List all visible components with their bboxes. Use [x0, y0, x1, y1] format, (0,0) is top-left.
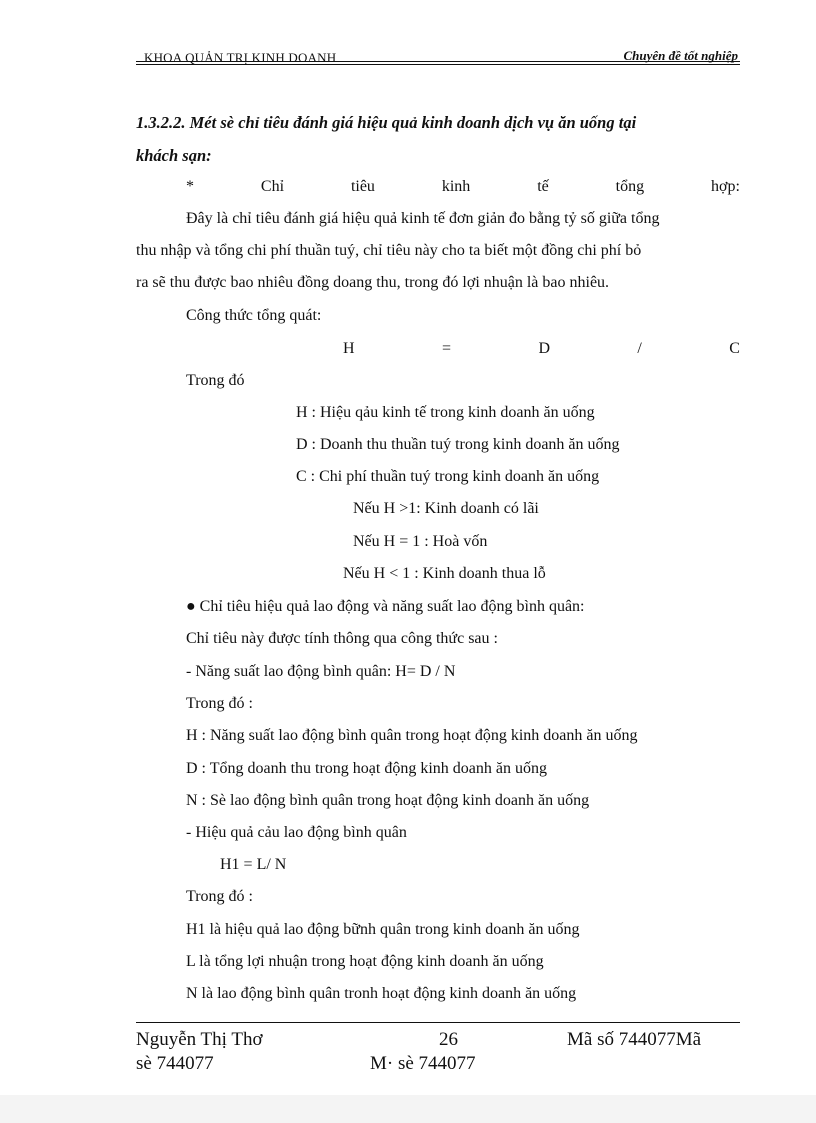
where-label: Trong đó — [186, 372, 245, 389]
header-rule-thin — [136, 64, 740, 65]
section-heading-line1: 1.3.2.2. Mét sè chỉ tiêu đánh giá hiệu quả kinh doanh dịch vụ ăn uống tại — [136, 113, 637, 132]
case-profit: Nếu H >1: Kinh doanh có lãi — [353, 500, 539, 517]
footer-author-code: sè 744077 — [136, 1053, 214, 1074]
labor-def-n2: N là lao động bình quân tronh hoạt động kinh doanh ăn uống — [186, 985, 577, 1002]
header-doc-type: Chuyên đề tốt nghiệp — [623, 48, 738, 63]
labor-item-efficiency: - Hiệu quả cảu lao động bình quân — [186, 824, 407, 841]
formula-label: Công thức tổng quát: — [186, 307, 322, 324]
footer-code-center: M· sè 744077 — [370, 1053, 476, 1074]
bullet-word: tiêu — [350, 178, 375, 195]
labor-item-productivity: - Năng suất lao động bình quân: H= D / N — [186, 663, 456, 680]
bullet-word: Chỉ — [260, 178, 285, 195]
paragraph-line: ra sẽ thu được bao nhiêu đồng doang thu, trong đó lợi nhuận là bao nhiêu. — [136, 274, 610, 291]
bullet-word: * — [186, 178, 194, 195]
labor-bullet-title: ● Chỉ tiêu hiệu quả lao động và năng suất lao động bình quân: — [186, 598, 585, 615]
formula-term: = — [441, 340, 452, 357]
bullet-word: hợp: — [711, 178, 740, 195]
formula-term: D — [538, 340, 550, 357]
paragraph-line: Đây là chỉ tiêu đánh giá hiệu quả kinh tế đơn giản đo bằng tỷ số giữa tổng — [186, 210, 660, 227]
section-heading-line2: khách sạn: — [136, 146, 212, 165]
formula-term: H — [343, 340, 355, 357]
labor-def-l: L là tổng lợi nhuận trong hoạt động kinh doanh ăn uống — [186, 953, 544, 970]
header-department: KHOA QUẢN TRỊ KINH DOANH — [144, 50, 337, 65]
labor-def-n: N : Sè lao động bình quân trong hoạt động kinh doanh ăn uống — [186, 792, 590, 809]
formula-term: C — [729, 340, 740, 357]
header-rule — [136, 61, 740, 62]
definition-d: D : Doanh thu thuần tuý trong kinh doanh ăn uống — [296, 436, 620, 453]
page-header — [136, 50, 740, 66]
page-bottom-margin — [0, 1095, 816, 1123]
footer-author: Nguyễn Thị Thơ — [136, 1029, 263, 1050]
labor-def-h1: H1 là hiệu quả lao động bữnh quân trong kinh doanh ăn uống — [186, 921, 580, 938]
case-loss: Nếu H < 1 : Kinh doanh thua lỗ — [343, 565, 546, 582]
case-breakeven: Nếu H = 1 : Hoà vốn — [353, 533, 488, 550]
general-formula — [343, 339, 740, 359]
definition-h: H : Hiệu qảu kinh tế trong kinh doanh ăn uống — [296, 404, 595, 421]
where-label: Trong đó : — [186, 695, 253, 712]
paragraph-line: thu nhập và tổng chi phí thuần tuý, chỉ tiêu này cho ta biết một đồng chi phí bỏ — [136, 242, 642, 259]
formula-term: / — [637, 340, 642, 357]
labor-def-h: H : Năng suất lao động bình quân trong hoạt động kinh doanh ăn uống — [186, 727, 638, 744]
where-label: Trong đó : — [186, 888, 253, 905]
labor-def-d: D : Tổng doanh thu trong hoạt động kinh doanh ăn uống — [186, 760, 547, 777]
bullet-word: tổng — [615, 178, 645, 195]
bullet-word: tế — [537, 178, 549, 195]
definition-c: C : Chi phí thuần tuý trong kinh doanh ăn uống — [296, 468, 600, 485]
labor-intro: Chỉ tiêu này được tính thông qua công thức sau : — [186, 630, 498, 647]
footer-rule — [136, 1022, 740, 1023]
bullet-economic-indicator — [186, 177, 740, 197]
footer-code-right: Mã số 744077Mã — [567, 1029, 702, 1050]
page-number: 26 — [439, 1029, 458, 1050]
labor-formula-h1: H1 = L/ N — [220, 856, 287, 873]
bullet-word: kinh — [441, 178, 471, 195]
